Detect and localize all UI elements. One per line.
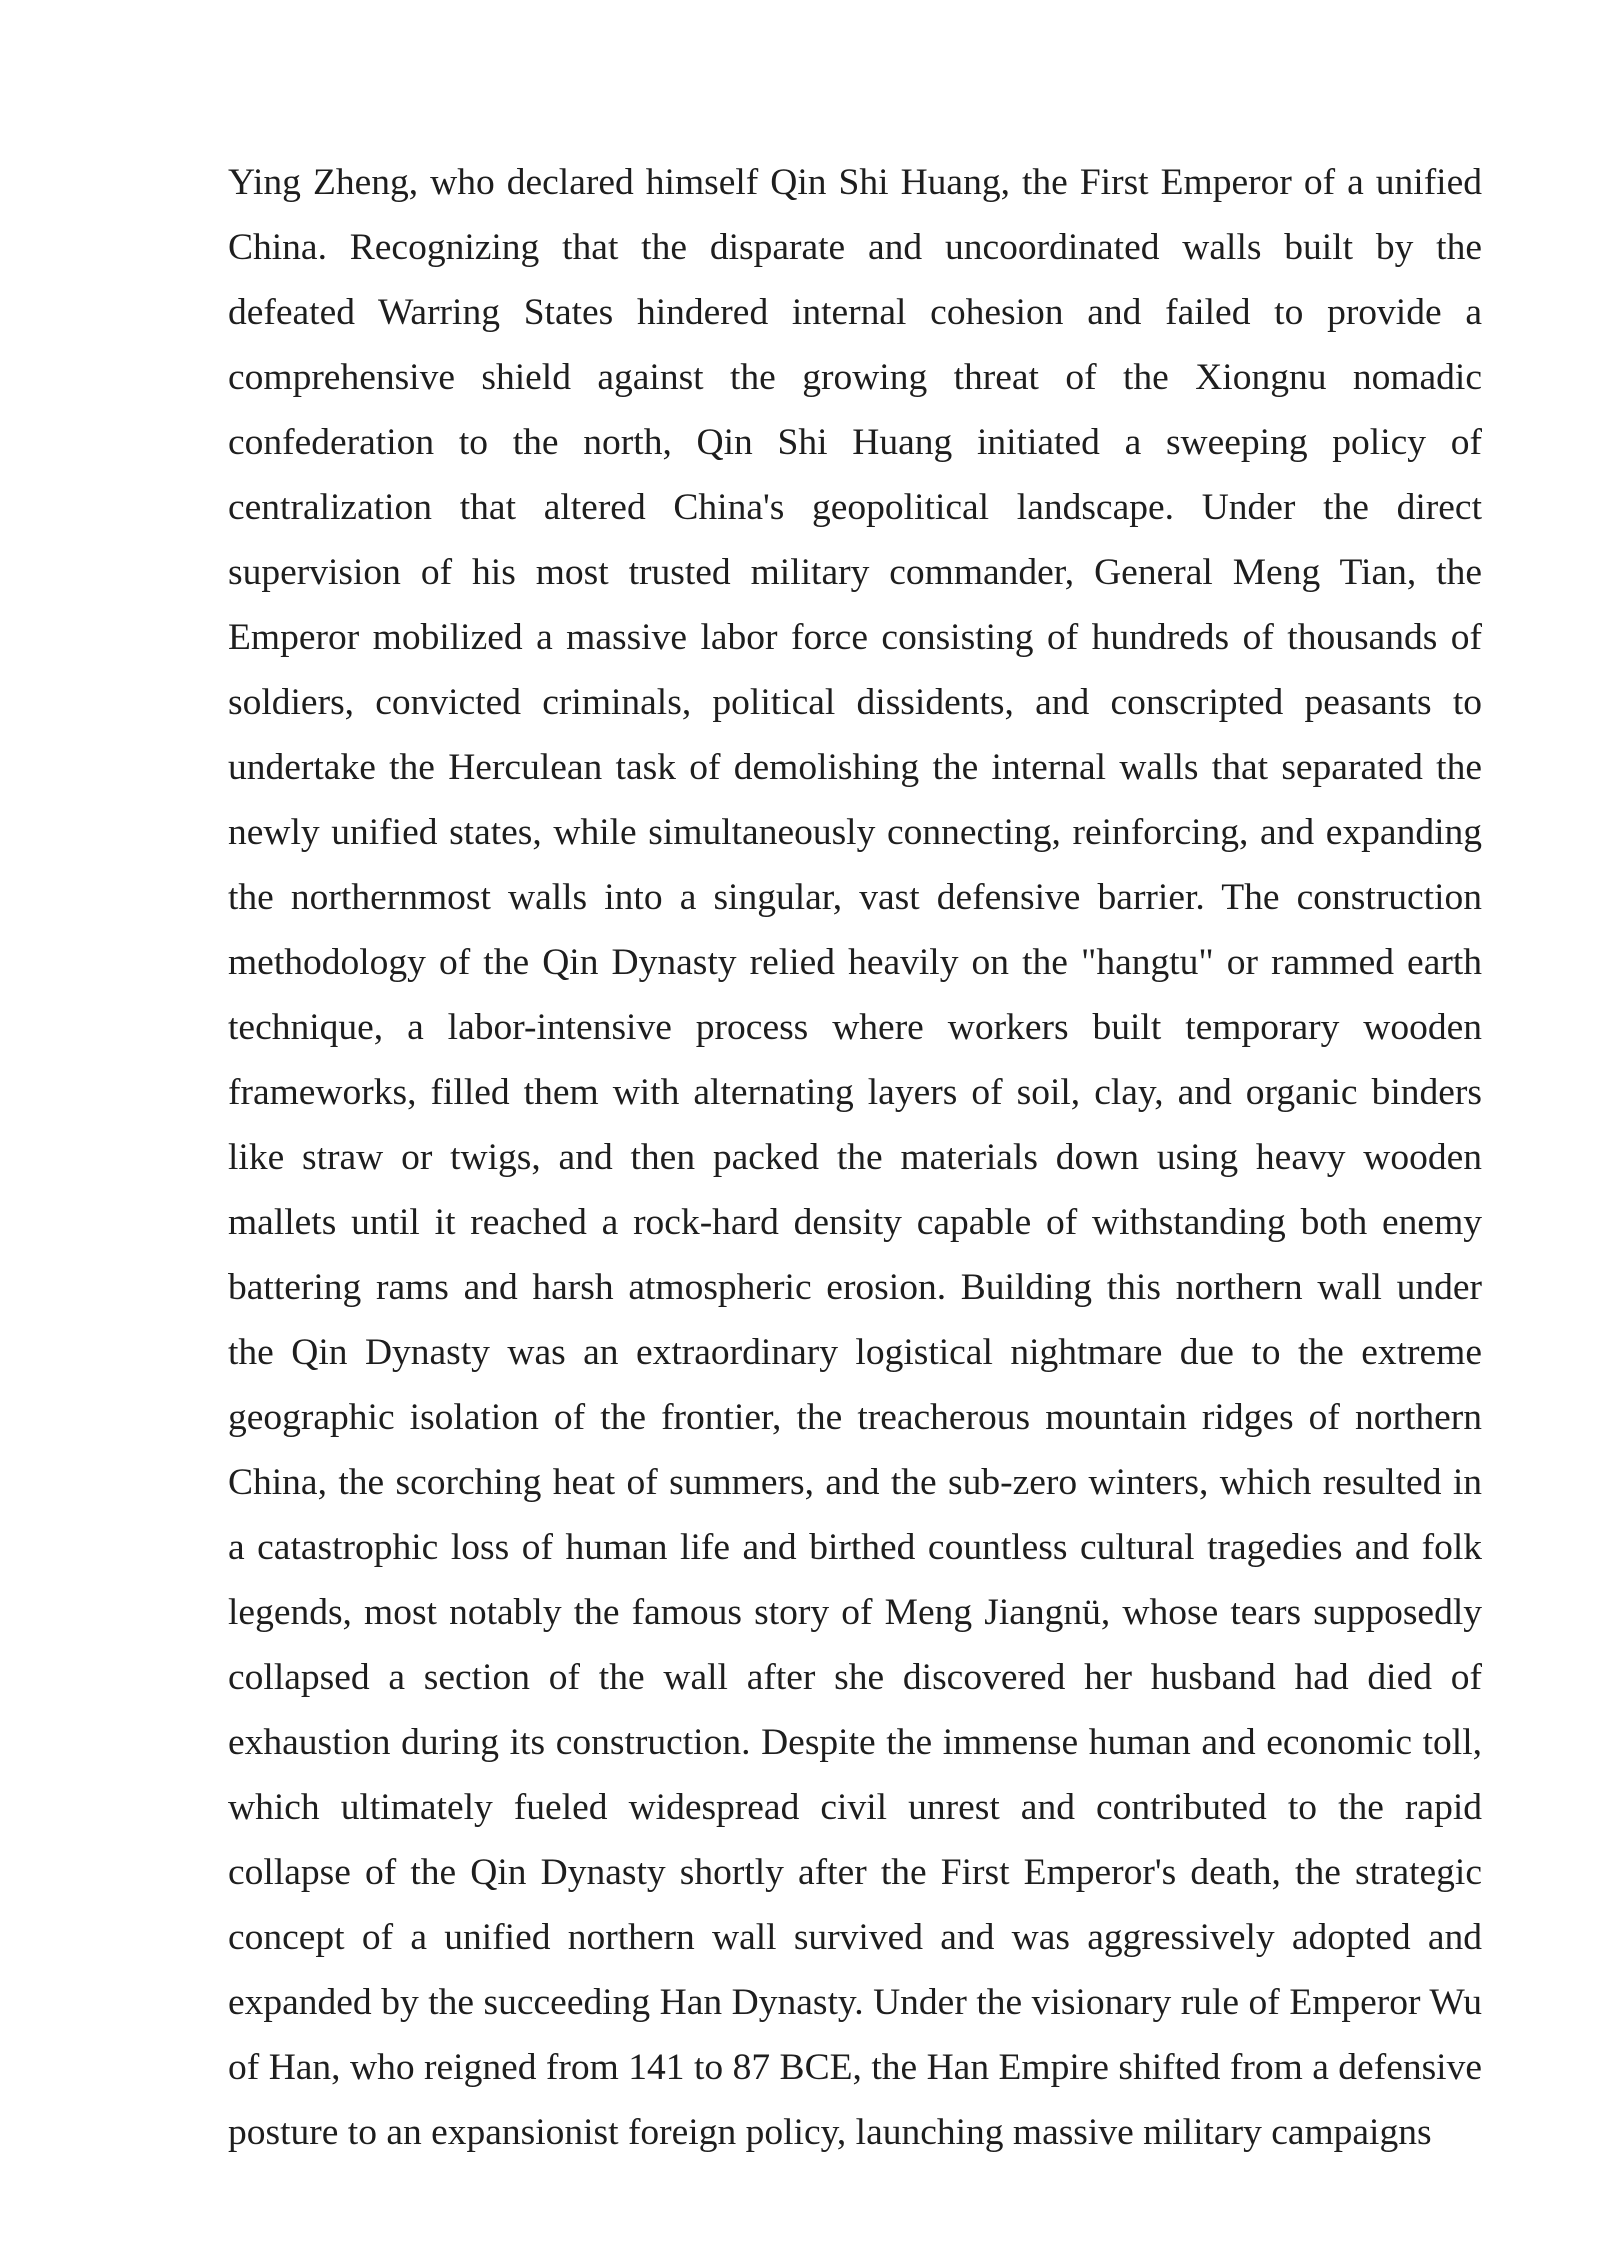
body-paragraph: Ying Zheng, who declared himself Qin Shi Huang, the First Emperor of a unified China. Recognizing that the disparate and uncoordinated walls built by the defeated Warring States hindered internal cohesion and failed to provide a comprehensive shield against the growing threat of the Xiongnu nomadic confederation to the north, Qin Shi Huang initiated a sweeping policy of centralization that altered China's geopolitical landscape. Under the direct supervision of his most trusted military commander, General Meng Tian, the Emperor mobilized a massive labor force consisting of hundreds of thousands of soldiers, convicted criminals, political dissidents, and conscripted peasants to undertake the Herculean task of demolishing the internal walls that separated the newly unified states, while simultaneously connecting, reinforcing, and expanding the northernmost walls into a singular, vast defensive barrier. The construction methodology of the Qin Dynasty relied heavily on the "hangtu" or rammed earth technique, a labor-intensive process where workers built temporary wooden frameworks, filled them with alternating layers of soil, clay, and organic binders like straw or twigs, and then packed the materials down using heavy wooden mallets until it reached a rock-hard density capable of withstanding both enemy battering rams and harsh atmospheric erosion. Building this northern wall under the Qin Dynasty was an extraordinary logistical nightmare due to the extreme geographic isolation of the frontier, the treacherous mountain ridges of northern China, the scorching heat of summers, and the sub-zero winters, which resulted in a catastrophic loss of human life and birthed countless cultural tragedies and folk legends, most notably the famous story of Meng Jiangnü, whose tears supposedly collapsed a section of the wall after she discovered her husband had died of exhaustion during its construction. Despite the immense human and economic toll, which ultimately fueled widespread civil unrest and contributed to the rapid collapse of the Qin Dynasty shortly after the First Emperor's death, the strategic concept of a unified northern wall survived and was aggressively adopted and expanded by the succeeding Han Dynasty. Under the visionary rule of Emperor Wu of Han, who reigned from 141 to 87 BCE, the Han Empire shifted from a defensive posture to an expansionist foreign policy, launching massive military campaigns (228, 162, 1482, 2153)
